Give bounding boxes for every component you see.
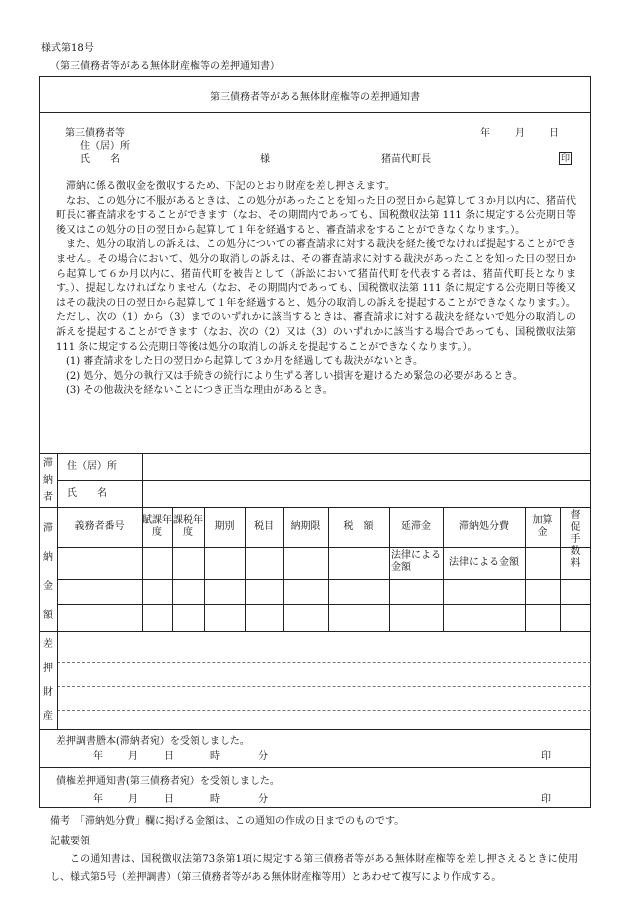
amount-row-2-line — [57, 604, 591, 605]
body-item-3: (3) その他裁決を経ないことにつき正当な理由があるとき。 — [66, 385, 333, 397]
disposition-legal-amount-note: 法律による金額 — [449, 557, 519, 568]
issuer-seal-stamp: 印 — [560, 154, 570, 164]
addressee-address-label: 住（居）所 — [80, 141, 130, 152]
title-divider — [39, 112, 591, 113]
receipt1-text: 差押調書謄本(滞納者宛）を受領しました。 — [56, 736, 250, 747]
debtor-name-label: 氏 名 — [67, 488, 107, 499]
header-additional-charge: 加算金 — [532, 515, 553, 538]
receipt1-minute: 分 — [258, 751, 268, 762]
delinquency-legal-amount-note: 法律による金額 — [391, 550, 441, 573]
property-line-2 — [57, 686, 591, 687]
receipt1-day: 日 — [164, 751, 174, 762]
amount-bottom-line — [39, 631, 591, 632]
receipt2-day: 日 — [164, 794, 174, 805]
receipt2-seal: 印 — [541, 794, 551, 805]
receipt2-hour: 時 — [210, 794, 220, 805]
header-assessment-year: 賦課年度 — [142, 515, 172, 538]
debtor-address-label: 住（居）所 — [67, 461, 117, 472]
amount-side-label: 滞納金額 — [43, 523, 53, 621]
receipt1-year: 年 — [93, 751, 103, 762]
body-item-1: (1) 審査請求をした日の翌日から起算して３か月を経過しても裁決がないとき。 — [66, 356, 423, 368]
receipt1-seal: 印 — [541, 751, 551, 762]
doc-title: 第三債務者等がある無体財産権等の差押通知書 — [210, 92, 420, 103]
property-side-label: 差押財産 — [43, 639, 53, 722]
date-month-label: 月 — [515, 128, 525, 139]
header-bottom-line — [57, 547, 591, 548]
issuer-name: 猪苗代町長 — [381, 154, 431, 165]
receipt2-month: 月 — [128, 794, 138, 805]
receipt2-minute: 分 — [258, 794, 268, 805]
header-installment: 期別 — [214, 521, 235, 532]
grid-top-line — [39, 453, 591, 454]
debtor-row-divider — [57, 480, 591, 481]
property-line-1 — [57, 662, 591, 663]
debtor-side-label: 滞納者 — [43, 458, 53, 503]
header-tax-year: 課税年度 — [173, 515, 203, 538]
addressee-honorific: 様 — [260, 154, 270, 165]
receipt1-month: 月 — [128, 751, 138, 762]
notes-title: 記載要領 — [50, 836, 90, 847]
receipt2-text: 債権差押通知書(第三債務者宛）を受領しました。 — [56, 776, 280, 787]
receipt1-hour: 時 — [210, 751, 220, 762]
body-item-2: (2) 処分、処分の執行又は手続きの続行により生ずる著しい損害を避けるため緊急の必要があるとき。 — [66, 370, 523, 382]
receipt-divider — [39, 767, 591, 768]
property-bottom-line — [39, 729, 591, 730]
header-due-date: 納期限 — [290, 521, 321, 532]
body-paragraph-1: 滞納に係る徴収金を徴収するため、下記のとおり財産を差し押さえます。 — [66, 181, 395, 192]
property-line-3 — [57, 710, 591, 711]
header-tax-item: 税目 — [254, 521, 274, 532]
body-paragraph-2: なお、この処分に不服があるときは、この処分があったことを知った日の翌日から起算して３か月以内に、猪苗代町長に審査請求をすることができます（なお、その期間内であっても、国税徴収法第 111 条に規定する公売期日等後又はこの処分の日の翌日から起算して１年を経過すると、審査請求をすることができなくなります。）。 — [56, 195, 576, 236]
date-year-label: 年 — [480, 128, 490, 139]
header-disposition-cost: 滞納処分費 — [459, 521, 509, 532]
notice-body — [56, 180, 576, 399]
form-caption: （第三債務者等がある無体財産権等の差押通知書） — [50, 61, 280, 72]
notes-body: この通知書は、国税徴収法第73条第1項に規定する第三債務者等がある無体財産権等を差し押さえるときに使用し、様式第5号（差押調書）（第三債務者等がある無体財産権等用）とあわせて複写により作成する。 — [50, 854, 578, 883]
date-day-label: 日 — [549, 128, 559, 139]
body-paragraph-3: また、処分の取消しの訴えは、この処分についての審査請求に対する裁決を経た後でなければ提起することができません。その場合において、処分の取消しの訴えは、その審査請求に対する裁決があったことを知った日の翌日から起算して６か月以内に、猪苗代町を被告として（訴訟において猪苗代町を代表する者は、猪苗代町長となります。）、提起しなければなりません（なお、その期間内であっても、国税徴収法第 111 条に規定する公売期日等後又はその裁決の日の翌日から起算して１年を経過すると、処分の取消しの訴えを提起することができなくなります。）。ただし、次の（1）から（3）までのいずれかに該当するときは、審査請求に対する裁決を経ないで処分の取消しの訴えを提起することができます（なお、次の（2）又は（3）のいずれかに該当する場合であっても、国税徴収法第 111 条に規定する公売期日等後は処分の取消しの訴えを提起することができなくなります。）。 — [56, 239, 576, 353]
side-column-divider — [57, 453, 58, 729]
debtor-label-divider — [142, 453, 143, 507]
addressee-label: 第三債務者等 — [65, 128, 125, 139]
header-obligor-number: 義務者番号 — [74, 521, 125, 532]
remarks: 備考 「滞納処分費」欄に掲げる金額は、この通知の作成の日までのものです。 — [50, 816, 405, 827]
form-number: 様式第18号 — [41, 43, 94, 54]
receipt2-year: 年 — [93, 794, 103, 805]
amount-row-1-line — [57, 579, 591, 580]
debtor-bottom-line — [39, 507, 591, 508]
header-delinquency-charge: 延滞金 — [401, 521, 431, 532]
addressee-name-label: 氏 名 — [80, 154, 120, 165]
header-reminder-fee: 督促手数料 — [570, 510, 581, 569]
header-tax-amount: 税 額 — [343, 521, 374, 532]
